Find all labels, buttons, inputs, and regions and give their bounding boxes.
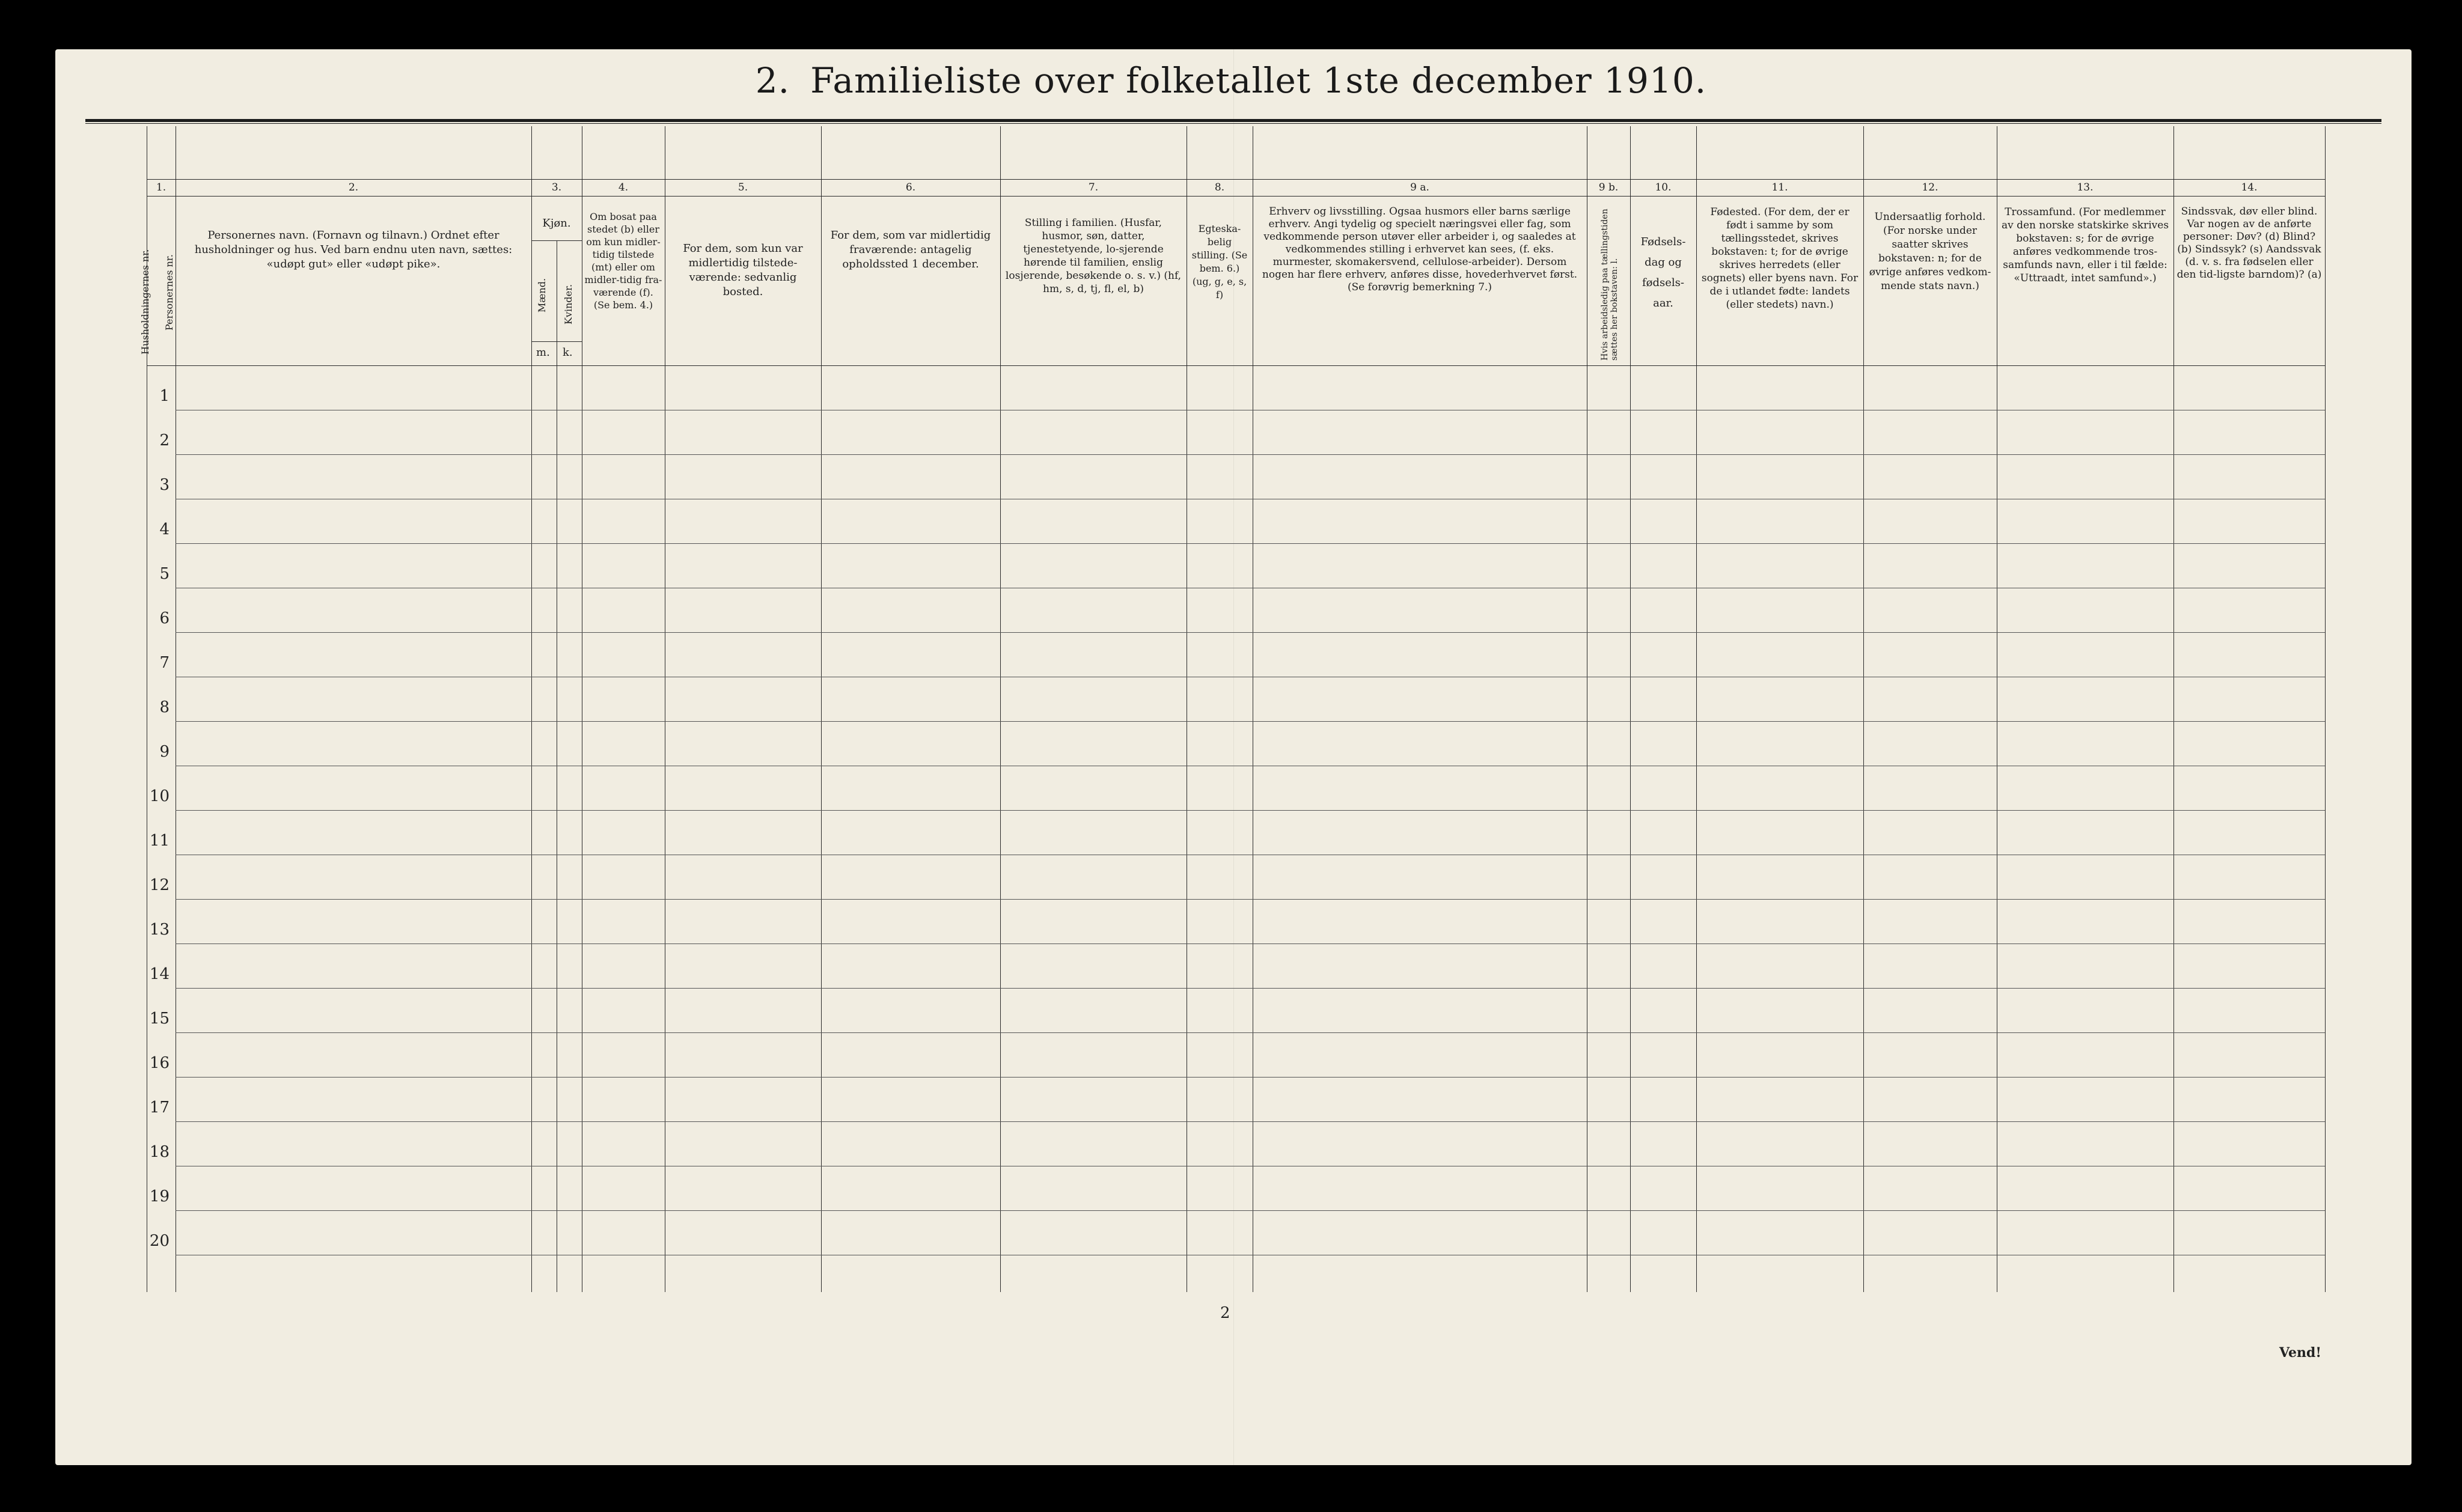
col-line-5: [821, 126, 822, 1292]
header-occupation: Erhverv og livsstilling. Ogsaa husmors eller barns særlige erhverv. Angi tydelig og specielt næringsvei eller fag, som vedkommende person utøver eller arbeider i, og saaledes at vedkommendes stilling i erhvervet kan sees, (f. eks. murmester, skomakersvend, cellulose-arbeider). Dersom nogen har flere erhverv, anføres disse, hovederhvervet først. (Se forøvrig bemerkning 7.): [1262, 206, 1578, 293]
header-birthplace: Fødested. (For dem, der er født i samme by som tællingsstedet, skrives bokstaven: t; for de øvrige skrives herredets (eller sognets) eller byens navn. For de i utlandet fødte: landets (eller stedets) navn.): [1701, 206, 1859, 311]
table-row-line: [176, 632, 2325, 633]
table-row-line: [176, 943, 2325, 944]
table-row-line: [176, 899, 2325, 900]
header-residence-status: Om bosat paa stedet (b) eller om kun midler-tidig tilstede (mt) eller om midler-tidig fra-værende (f). (Se bem. 4.): [584, 211, 662, 311]
row-number: 7: [159, 654, 170, 672]
header-birth-date: Fødsels-dag og fødsels-aar.: [1640, 236, 1686, 309]
col-num-4: 4.: [618, 181, 629, 194]
row-number: 13: [149, 921, 170, 939]
col-num-9a: 9 a.: [1410, 181, 1429, 194]
census-table: [96, 126, 2325, 1292]
sex-k: k.: [563, 346, 573, 359]
sex-m: m.: [536, 346, 550, 359]
col-line-6: [1000, 126, 1001, 1292]
form-title-text: Familieliste over folketallet 1ste december 1910.: [810, 60, 1707, 101]
header-unemployed: Hvis arbeidsledig paa tællingstiden sættes her bokstaven: l.: [1600, 209, 1619, 361]
title-rule-thin: [85, 123, 2381, 124]
table-row-line: [176, 454, 2325, 455]
row-number: 12: [149, 876, 170, 894]
col-num-11: 11.: [1771, 181, 1788, 194]
row-number: 8: [159, 698, 170, 716]
header-name: Personernes navn. (Fornavn og tilnavn.) Ordnet efter husholdninger og hus. Ved barn endnu uten navn, sættes: «udøpt gut» eller «udøpt pike».: [194, 229, 513, 270]
col-num-3: 3.: [551, 181, 562, 194]
row-number: 20: [149, 1232, 170, 1250]
col-line-9b: [1630, 126, 1631, 1292]
header-family-position: Stilling i familien. (Husfar, husmor, søn, datter, tjenestetyende, lo-sjerende hørende til familien, enslig losjerende, besøkende o. s. v.) (hf, hm, s, d, tj, fl, el, b): [1005, 217, 1182, 295]
header-citizenship: Undersaatlig forhold. (For norske under saatter skrives bokstaven: n; for de øvrige anføres vedkom-mende stats navn.): [1869, 211, 1991, 292]
header-religion: Trossamfund. (For medlemmer av den norske statskirke skrives bokstaven: s; for de øvrige anføres vedkommende tros-samfunds navn, eller i til fælde: «Uttraadt, intet samfund».): [2001, 206, 2169, 284]
header-marital-status: Egteska-belig stilling. (Se bem. 6.) (ug, g, e, s, f): [1191, 223, 1248, 300]
row-number: 2: [159, 431, 170, 450]
row-number: 14: [149, 965, 170, 983]
table-row-line: [176, 810, 2325, 811]
col-line-11: [1863, 126, 1864, 1292]
header-kjon: Kjøn.: [542, 217, 571, 230]
table-row-line: [176, 1210, 2325, 1211]
row-number: 10: [149, 787, 170, 805]
col-num-9b: 9 b.: [1598, 181, 1619, 194]
col-line-10: [1696, 126, 1697, 1292]
table-row-line: [176, 543, 2325, 544]
col-num-2: 2.: [348, 181, 359, 194]
col-num-8: 8.: [1214, 181, 1225, 194]
header-disability: Sindssvak, døv eller blind. Var nogen av de anførte personer: Døv? (d) Blind? (b) Sindssyk? (s) Aandssvak (d. v. s. fra fødselen eller den tid-ligste barndom)? (a): [2176, 206, 2322, 281]
col-num-5: 5.: [738, 181, 748, 194]
form-number: 2.: [755, 60, 790, 101]
col-num-6: 6.: [905, 181, 916, 194]
table-row-line: [176, 1121, 2325, 1122]
row-number: 1: [159, 387, 170, 405]
household-number-label: Husholdningernes nr.: [139, 249, 151, 355]
page-number: 2: [1220, 1304, 1230, 1322]
table-row-line: [176, 988, 2325, 989]
col-num-7: 7.: [1088, 181, 1099, 194]
table-row-line: [176, 721, 2325, 722]
row-number: 16: [149, 1054, 170, 1072]
col-num-12: 12.: [1922, 181, 1938, 194]
row-number: 3: [159, 476, 170, 494]
row-number: 19: [149, 1187, 170, 1206]
person-number-label: Personernes nr.: [163, 254, 175, 331]
turn-over-note: Vend!: [2279, 1345, 2322, 1361]
col-line-2: [531, 126, 532, 1292]
col-num-13: 13.: [2077, 181, 2094, 194]
header-temporary-location: For dem, som var midlertidig fraværende: antagelig opholdssted 1 december.: [830, 229, 991, 270]
women-label: Kvinder.: [563, 284, 574, 325]
title-rule-thick: [85, 119, 2381, 122]
table-row-line: [176, 1032, 2325, 1033]
col-num-1: 1.: [156, 181, 166, 194]
row-number: 11: [149, 832, 170, 850]
form-title: [0, 60, 2462, 101]
col-num-10: 10.: [1655, 181, 1672, 194]
row-number: 9: [159, 743, 170, 761]
column-number-line: [147, 196, 2325, 197]
header-top-line: [147, 179, 2325, 180]
row-number: 5: [159, 565, 170, 583]
col-num-14: 14.: [2241, 181, 2258, 194]
row-number: 17: [149, 1099, 170, 1117]
row-number: 18: [149, 1143, 170, 1161]
col-line-13: [2173, 126, 2174, 1292]
men-label: Mænd.: [536, 278, 548, 312]
row-number: 4: [159, 520, 170, 538]
row-number: 6: [159, 609, 170, 627]
header-usual-residence: For dem, som kun var midlertidig tilstede-værende: sedvanlig bosted.: [683, 242, 803, 298]
row-number: 15: [149, 1010, 170, 1028]
col-line-right: [2325, 126, 2326, 1292]
table-row-line: [176, 1077, 2325, 1078]
